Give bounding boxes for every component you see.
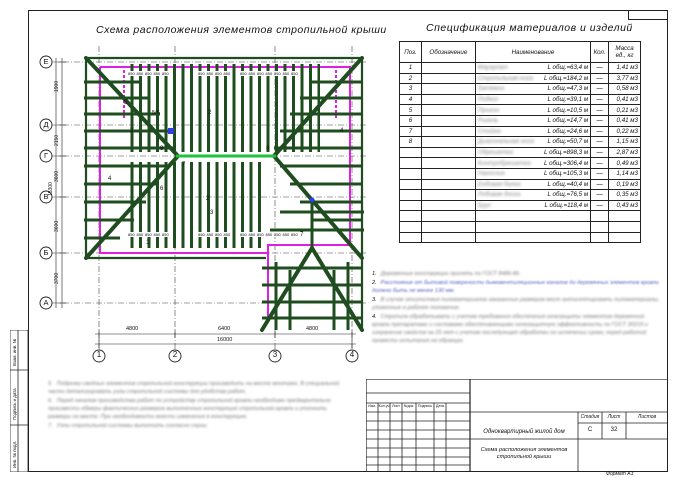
spec-item-length: L общ.=306,4 м [544,159,589,167]
spacing-label: 850 [153,71,161,76]
spec-item-name: Обрешетка [477,149,513,157]
spec-item-length: L общ.=63,4 м [547,64,589,72]
dim-lines-left [56,58,66,308]
spec-item-length: L общ.=50,7 м [547,138,589,146]
spec-item-length: L общ.=40,4 м [547,180,589,188]
spec-cell-designation [421,94,475,105]
spec-cell-name [475,94,590,105]
spacing-label: 850 [162,232,169,237]
spacing-label: 850 [145,71,152,76]
spec-table [399,41,641,243]
spec-cell-designation [421,73,475,84]
strip-label-3: Инв. № подл. [12,440,17,468]
strip-label-2: Подпись и дата [12,388,17,420]
spec-cell-pos: 2 [400,73,422,84]
spacing-label: 850 [282,71,290,76]
stamp-project: Одноквартирный жилой дом [483,429,565,435]
spec-row [400,126,641,137]
axis-label-d: Д [43,120,49,129]
spec-cell-mass: 0,22 м3 [609,126,641,137]
spec-cell-name [475,232,590,243]
note-item [372,270,660,278]
spec-cell-mass: 1,14 м3 [609,168,641,179]
spec-cell-pos [400,168,422,179]
spacing-label: 850 [215,232,222,237]
spec-item-name: Стропильная нога [477,74,533,82]
dim-left-4: 3600 [54,220,60,232]
spec-row [400,232,641,243]
spec-cell-designation [421,115,475,126]
spec-cell-pos [400,211,422,222]
spec-cell-name [475,84,590,95]
mark-1: 1 [146,240,150,246]
spacing-label: 850 [274,232,281,237]
spec-cell-mass: 0,49 м3 [609,158,641,169]
spec-row [400,94,641,105]
spec-item-length: L общ.=76,5 м [547,191,589,199]
spacing-label: 850 [257,71,264,76]
spec-cell-pos: 1 [400,63,422,74]
strip-label-1: Взам. инв. № [12,338,17,366]
mark-3: 3 [210,210,214,216]
dim-left-2: 2150 [54,134,60,146]
spec-cell-qty: — [591,158,609,169]
spec-cell-mass: 0,21 м3 [609,105,641,116]
spec-cell-pos [400,200,422,211]
spacing-label: 850 [240,232,247,237]
mark-6: 6 [160,186,164,192]
spec-cell-name [475,105,590,116]
spec-header-row [400,42,641,63]
spec-cell-designation [421,63,475,74]
spacing-label: 850 [198,232,205,237]
axis-label-b: Б [43,248,49,257]
spec-cell-designation [421,147,475,158]
spec-cell-mass [609,221,641,232]
axis-label-1: 1 [96,350,102,359]
spec-cell-mass: 0,43 м3 [609,200,641,211]
mark-7: 7 [182,162,186,168]
left-note-text: Узлы стропильной системы выполнить согласно серии. [56,423,208,429]
stamp-h-list: Лист [392,404,400,408]
spec-row [400,190,641,201]
spec-cell-designation [421,137,475,148]
spec-title: Спецификация материалов и изделий [426,22,633,34]
spec-cell-qty [591,221,609,232]
spec-cell-pos: 8 [400,137,422,148]
spec-cell-name [475,221,590,232]
spec-col-pos: Поз. [400,42,422,63]
stamp-h-kol: Кол.уч [378,404,390,408]
spec-cell-name [475,168,590,179]
axis-bubbles-bottom [93,350,358,362]
mark-7b: 7 [300,232,304,238]
spec-col-name: Наименование [475,42,590,63]
general-notes [372,270,660,346]
spacing-label: 850 [291,232,298,237]
spec-row [400,63,641,74]
spacing-label: 850 [153,232,161,237]
spec-cell-designation [421,211,475,222]
spacing-label: 850 [257,232,264,237]
dim-left-total: 15300 [48,182,54,196]
spec-cell-mass: 0,41 м3 [609,94,641,105]
spec-item-name: Затяжка [477,85,505,93]
mark-8: 8 [160,146,164,152]
spec-cell-pos [400,179,422,190]
spec-cell-designation [421,105,475,116]
spec-cell-name [475,115,590,126]
left-note-number: 6. [48,398,53,404]
spec-row [400,73,641,84]
spec-cell-name [475,179,590,190]
note-text: Деревянные конструкции принять по ГОСТ 8486-86. [380,271,521,277]
spec-cell-qty: — [591,179,609,190]
spec-cell-pos: 3 [400,84,422,95]
spec-item-length: L общ.=105,3 м [544,170,589,178]
spec-cell-designation [421,126,475,137]
mark-2c: 2 [206,196,210,202]
spec-cell-qty: — [591,105,609,116]
note-text: Стропила обрабатывать с учетом требования обеспечения огнезащиты элементов деревянной кровли препаратами и составами обеспечивающими огнезащитную эффективность по ГОСТ 30219 и сохранение свойств на 25 лет с учетом последующей обработки по истечении срока; перед работой провести испытания на образцах. [372,314,648,344]
stamp-stage-h: Стадия [580,414,600,420]
spacing-label: 850 [265,232,273,237]
spec-row [400,168,641,179]
spec-row [400,211,641,222]
note-number: 1. [372,271,377,277]
left-note-item [48,422,348,430]
spec-cell-designation [421,84,475,95]
spec-row [400,137,641,148]
dim-total: 16000 [217,337,233,343]
node-marker [310,198,315,203]
spec-cell-mass: 1,15 м3 [609,137,641,148]
spec-cell-mass: 1,41 м3 [609,63,641,74]
spec-cell-qty: — [591,200,609,211]
spec-cell-qty [591,211,609,222]
spec-cell-name [475,73,590,84]
stamp-sheet-h: Лист [607,414,621,420]
spacing-label: 850 [274,71,281,76]
spec-cell-qty: — [591,137,609,148]
spec-cell-mass: 0,35 м3 [609,190,641,201]
spec-cell-qty: — [591,126,609,137]
spec-cell-mass: 0,58 м3 [609,84,641,95]
spacing-label: 850 [223,232,231,237]
additional-notes [48,380,348,431]
spacing-label: 850 [128,232,135,237]
dim-bottom-2: 6400 [218,326,231,332]
note-item [372,296,660,312]
spec-cell-pos: 4 [400,94,422,105]
spec-cell-mass: 3,77 м3 [609,73,641,84]
spec-row [400,147,641,158]
spacing-label: 850 [291,71,298,76]
spec-cell-pos: 5 [400,105,422,116]
spec-col-mass: Масса ед., кг [609,42,641,63]
chimney-marker [168,128,174,134]
spec-cell-qty: — [591,73,609,84]
spacing-label: 850 [206,71,214,76]
mark-4: 4 [108,176,112,182]
spec-item-length: L общ.=14,7 м [547,117,589,125]
mark-2b: 2 [130,128,134,134]
dim-left-1: 1900 [54,80,60,92]
spec-cell-mass: 0,41 м3 [609,115,641,126]
stamp-col-headers [366,404,470,413]
spec-cell-designation [421,168,475,179]
wing-rafters [262,212,364,330]
spec-item-name: Стойка [477,127,501,135]
spec-item-length: L общ.=39,1 м [547,96,589,104]
axis-label-g: Г [43,151,49,160]
spec-item-name: Ригель [477,117,499,125]
spec-cell-pos [400,158,422,169]
spec-row [400,84,641,95]
mark-8b: 8 [266,146,270,152]
spacing-label: 850 [136,232,144,237]
spec-cell-designation [421,200,475,211]
spec-col-designation: Обозначение [421,42,475,63]
spec-row [400,200,641,211]
spacing-label: 850 [162,71,169,76]
left-note-number: 5. [48,381,53,387]
spec-cell-qty: — [591,147,609,158]
spacing-label: 850 [136,71,144,76]
spec-row [400,179,641,190]
spec-item-name: Прогон [477,106,499,114]
spec-cell-qty: — [591,168,609,179]
left-note-item [48,397,348,421]
spec-cell-name [475,63,590,74]
spacing-label: 850 [248,71,256,76]
spacing-label: 850 [240,71,247,76]
spec-col-qty: Кол. [591,42,609,63]
mark-4b: 4 [340,128,344,134]
spec-cell-name [475,211,590,222]
axis-label-v: В [43,192,49,201]
spec-cell-name [475,158,590,169]
spec-cell-pos [400,147,422,158]
spacing-label: 850 [282,232,290,237]
axis-label-2: 2 [172,350,178,359]
spec-item-name: Мауэрлат [477,64,508,72]
spec-row [400,105,641,116]
spec-item-name: Контробрешетка [477,159,531,167]
spec-cell-designation [421,232,475,243]
spec-row [400,221,641,232]
dim-left-5: 3700 [54,272,60,284]
spec-cell-name [475,147,590,158]
left-note-item [48,380,348,396]
spec-cell-mass: 2,87 м3 [609,147,641,158]
spec-cell-designation [421,221,475,232]
spec-cell-pos: 6 [400,115,422,126]
spec-row [400,158,641,169]
spec-cell-designation [421,179,475,190]
left-note-text: Подрезку сводных элементов стропильной конструкции производить на месте монтажа. В специальной части детализировать узлы стропильной системы для удобства работ. [48,381,340,395]
note-text: Расстояние от бытовой поверхности дымовентиляционных каналов до деревянных элементов кровли должно быть не менее 130 мм. [372,280,659,294]
dim-bottom-3: 4800 [306,326,319,332]
axis-label-3: 3 [272,350,278,359]
spec-cell-pos: 7 [400,126,422,137]
stamp-h-izm: Изм. [368,404,376,408]
spec-cell-pos [400,221,422,232]
spec-cell-qty: — [591,190,609,201]
note-text: В случае отсутствия пиломатериалов заказанных размеров мест антисептировать пиломатериалы, уложенные в рабочее положение. [372,297,660,311]
spec-cell-designation [421,190,475,201]
spec-cell-mass [609,211,641,222]
spacing-label: 850 [215,71,222,76]
spec-item-name: Подкос [477,96,499,104]
spec-cell-pos [400,232,422,243]
stamp-sheets-h: Листов [637,414,657,420]
mark-5: 5 [124,100,128,106]
spec-item-length: L общ.=10,5 м [547,106,589,114]
stamp-sheet: 32 [610,427,618,433]
left-note-number: 7. [48,423,53,429]
axis-label-e: Е [43,57,49,66]
spec-cell-qty: — [591,63,609,74]
stamp-h-date: Дата [436,404,444,408]
note-number: 3. [372,297,377,303]
spec-cell-designation [421,158,475,169]
spec-cell-name [475,137,590,148]
spacing-label: 850 [206,232,214,237]
spec-cell-mass [609,232,641,243]
stamp-stage: С [587,427,593,433]
spacing-label: 850 [128,71,135,76]
spec-cell-name [475,190,590,201]
spec-item-name: Ендовая балка [477,180,521,188]
mark-2: 2 [208,110,212,116]
spec-cell-qty: — [591,115,609,126]
spec-item-name: Брус [477,202,492,210]
stamp-h-sign: Подпись [417,404,433,408]
note-item [372,313,660,345]
spec-item-length: L общ.=47,3 м [547,85,589,93]
stamp-drawing-name: Схема расположения элементов стропильной крыши [480,447,568,460]
spec-row [400,115,641,126]
spec-item-length: L общ.=24,6 м [547,127,589,135]
dim-left-3: 3600 [54,170,60,182]
spacing-label: 850 [198,71,205,76]
spec-body [400,63,641,243]
spec-cell-qty [591,232,609,243]
spacing-label: 850 [145,232,152,237]
note-number: 4. [372,314,377,320]
spec-cell-name [475,126,590,137]
axis-label-4: 4 [349,350,355,359]
spec-cell-mass: 0,19 м3 [609,179,641,190]
plan-title: Схема расположения элементов стропильной крыши [96,24,387,36]
axis-label-a: А [43,298,49,307]
spec-item-length: L общ.=898,3 м [544,149,589,157]
spec-item-name: Накосник [477,170,505,178]
spec-item-length: L общ.=118,4 м [544,202,589,210]
spec-cell-name [475,200,590,211]
mark-56: 5/6 [152,110,160,116]
spec-item-name: Лобовая доска [477,191,521,199]
spacing-label: 850 [223,71,231,76]
spec-item-name: Диагональная нога [477,138,535,146]
left-note-text: Перед началом производства работ по устройству стропильной кровли необходимо предварительно произвести обмеры фактических размеров выполненных конструкций стропильной кровли и уточнить размеры на месте. При необходимости внести изменения в конструкцию. [48,398,331,420]
spec-item-length: L общ.=184,2 м [544,74,589,82]
note-number: 2. [372,280,377,286]
dim-bottom-1: 4800 [126,326,139,332]
note-item [372,279,660,295]
spec-cell-qty: — [591,84,609,95]
spec-cell-qty: — [591,94,609,105]
spacing-label: 850 [265,71,273,76]
stamp-format: Формат А3 [606,471,634,477]
spacing-label: 850 [248,232,256,237]
stamp-h-doc: №док. [403,404,415,408]
spec-cell-pos [400,190,422,201]
